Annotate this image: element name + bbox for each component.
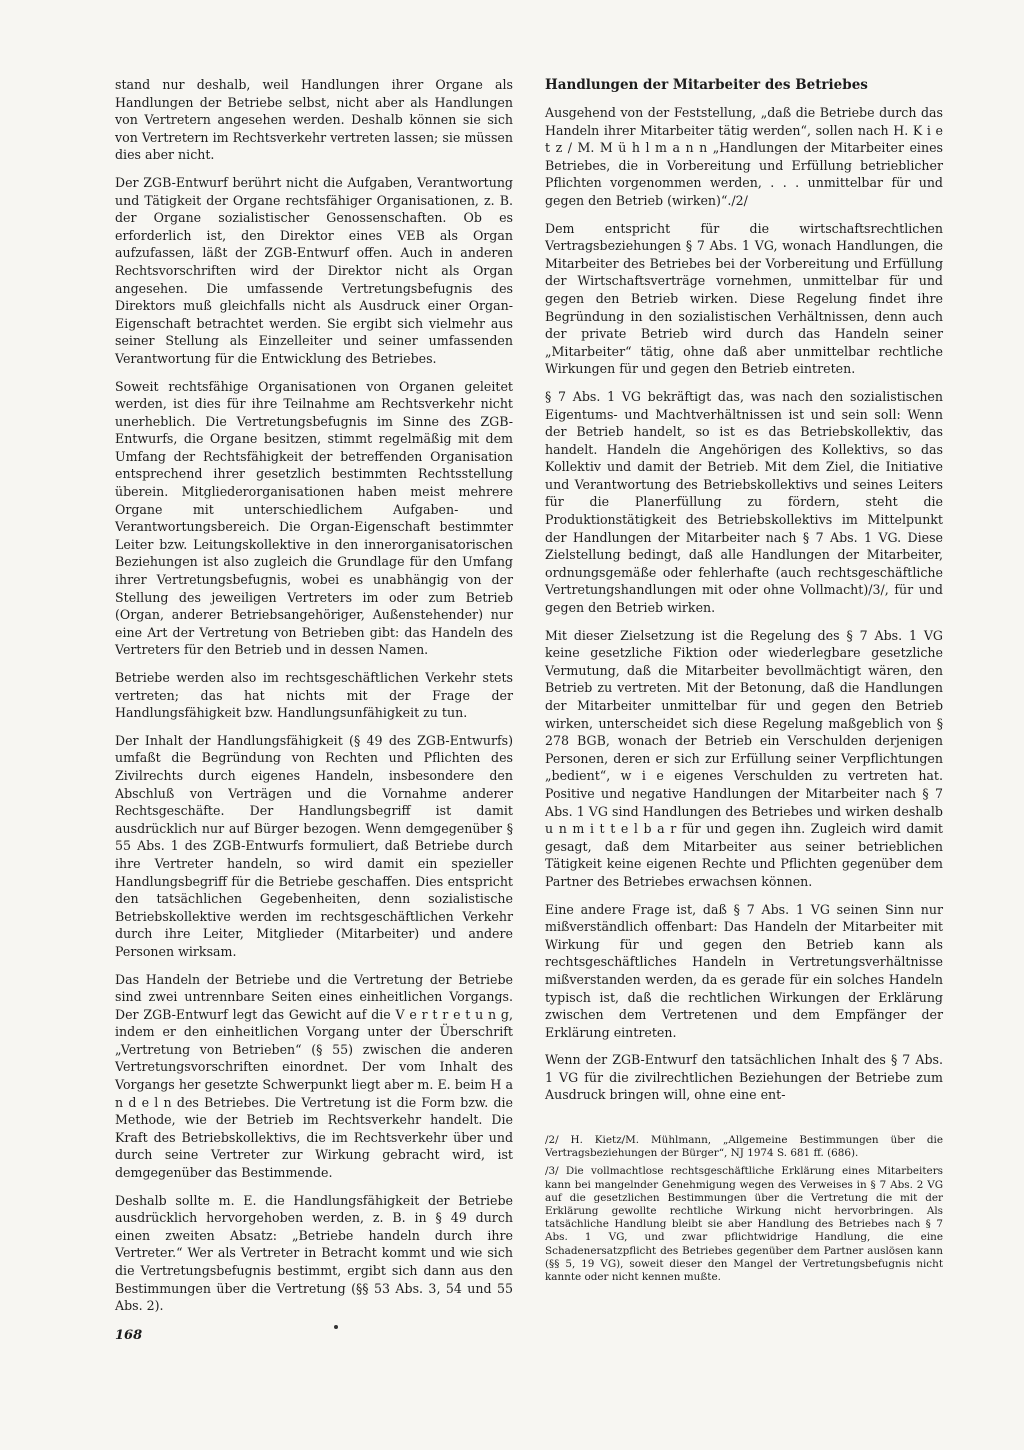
- paragraph: Soweit rechtsfähige Organisationen von Organen geleitet werden, ist dies für ihre Teilnahme am Rechtsverkehr nicht unerheblich. Die Vertretungsbefugnis im Sinne des ZGB-Entwurfs, die Organe besitzen, stimmt regelmäßig mit dem Umfang der Rechtsfähigkeit der betreffenden Organisation entsprechend ihrer gesetzlich bestimmten Rechtsstellung überein. Mitgliederorganisationen haben meist mehrere Organe mit unterschiedlichem Aufgaben- und Verantwortungsbereich. Die Organ-Eigenschaft bestimmter Leiter bzw. Leitungskollektive in den innerorganisatorischen Beziehungen ist also zugleich die Grundlage für den Umfang ihrer Vertretungsbefugnis, wobei es unabhängig von der Stellung des jeweiligen Vertreters im oder zum Betrieb (Organ, anderer Betriebsangehöriger, Außenstehender) nur eine Art der Vertretung von Betrieben gibt: das Handeln des Vertreters für den Betrieb und in dessen Namen.: [115, 378, 513, 658]
- paragraph: stand nur deshalb, weil Handlungen ihrer Organe als Handlungen der Betriebe selbst, nicht aber als Handlungen von Vertretern angesehen werden. Deshalb können sie sich von Vertretern im Rechtsverkehr vertreten lassen; sie müssen dies aber nicht.: [115, 77, 513, 163]
- paragraph: Der Inhalt der Handlungsfähigkeit (§ 49 des ZGB-Entwurfs) umfaßt die Begründung von Rechten und Pflichten des Zivilrechts durch eigenes Handeln, insbesondere den Abschluß von Verträgen und die Vornahme anderer Rechtsgeschäfte. Der Handlungsbegriff ist damit ausdrücklich nur auf Bürger bezogen. Wenn demgegenüber § 55 Abs. 1 des ZGB-Entwurfs formuliert, daß Betriebe durch ihre Vertreter handeln, so wird damit ein spezieller Handlungsbegriff für die Betriebe geschaffen. Dies entspricht den tatsächlichen Gegebenheiten, denn sozialistische Betriebskollektive werden im rechtsgeschäftlichen Verkehr durch ihre Leiter, Mitglieder (Mitarbeiter) und andere Personen wirksam.: [115, 732, 513, 959]
- section-heading: Handlungen der Mitarbeiter des Betriebes: [545, 77, 868, 93]
- paragraph: Betriebe werden also im rechtsgeschäftlichen Verkehr stets vertreten; das hat nichts mit der Frage der Handlungsfähigkeit bzw. Handlungsunfähigkeit zu tun.: [115, 670, 513, 721]
- page-number: 168: [115, 1328, 143, 1343]
- paragraph: Eine andere Frage ist, daß § 7 Abs. 1 VG seinen Sinn nur mißverständlich offenbart: Das Handeln der Mitarbeiter mit Wirkung für und gegen den Betrieb kann als rechtsgeschäftliches Handeln in Vertretungsverhältnisse mißverstanden werden, da es gerade für ein solches Handeln typisch ist, daß die rechtlichen Wirkungen der Erklärung zwischen dem Vertretenen und dem Empfänger der Erklärung eintreten.: [545, 901, 943, 1040]
- paragraph: Das Handeln der Betriebe und die Vertretung der Betriebe sind zwei untrennbare Seiten eines einheitlichen Vorgangs. Der ZGB-Entwurf legt das Gewicht auf die V e r t r e t u n g, indem er den einheitlichen Vorgang unter der Überschrift „Vertretung von Betrieben“ (§ 55) zwischen die anderen Vertretungsvorschriften einordnet. Der vom Inhalt des Vorgangs her gesetzte Schwerpunkt liegt aber m. E. beim H a n d e l n des Betriebes. Die Vertretung ist die Form bzw. die Methode, wie der Betrieb im Rechtsverkehr handelt. Die Kraft des Betriebskollektivs, die im Rechtsverkehr über und durch seine Vertreter zur Wirkung gebracht wird, ist demgegenüber das Bestimmende.: [115, 971, 513, 1181]
- paragraph: Wenn der ZGB-Entwurf den tatsächlichen Inhalt des § 7 Abs. 1 VG für die zivilrechtlichen Beziehungen der Betriebe zum Ausdruck bringen will, ohne eine ent-: [545, 1052, 943, 1103]
- footnotes: [545, 1134, 943, 1284]
- paragraph: Ausgehend von der Feststellung, „daß die Betriebe durch das Handeln ihrer Mitarbeiter tätig werden“, sollen nach H. K i e t z / M. M ü h l m a n n „Handlungen der Mitarbeiter eines Betriebes, die in Vorbereitung und Erfüllung betrieblicher Pflichten vorgenommen werden, . . . unmittelbar für und gegen den Betrieb (wirken)“./2/: [545, 105, 943, 208]
- footnote: /3/ Die vollmachtlose rechtsgeschäftliche Erklärung eines Mitarbeiters kann bei mangelnder Genehmigung wegen des Verweises in § 7 Abs. 2 VG auf die gesetzlichen Bestimmungen über die Vertretung die mit der Erklärung gewollte rechtliche Wirkung nicht hervorbringen. Als tatsächliche Handlung bleibt sie aber Handlung des Betriebes nach § 7 Abs. 1 VG, und zwar pflichtwidrige Handlung, die eine Schadenersatzpflicht des Betriebes gegenüber dem Partner auslösen kann (§§ 5, 19 VG), soweit dieser den Mangel der Vertretungsbefugnis nicht kannte oder nicht kennen mußte.: [545, 1165, 943, 1284]
- paragraph: Der ZGB-Entwurf berührt nicht die Aufgaben, Verantwortung und Tätigkeit der Organe rechtsfähiger Organisationen, z. B. der Organe sozialistischer Genossenschaften. Ob es erforderlich ist, den Direktor eines VEB als Organ aufzufassen, läßt der ZGB-Entwurf offen. Auch in anderen Rechtsvorschriften wird der Direktor nicht als Organ angesehen. Die umfassende Vertretungsbefugnis des Direktors muß gleichfalls nicht als Ausdruck einer Organ-Eigenschaft betrachtet werden. Sie ergibt sich vielmehr aus seiner Stellung als Einzelleiter und seiner umfassenden Verantwortung für die Entwicklung des Betriebes.: [115, 174, 513, 366]
- ink-dot: [334, 1325, 338, 1329]
- left-column: [115, 76, 513, 1325]
- paragraph: Dem entspricht für die wirtschaftsrechtlichen Vertragsbeziehungen § 7 Abs. 1 VG, wonach Handlungen, die Mitarbeiter des Betriebes bei der Vorbereitung und Erfüllung der Wirtschaftsverträge vornehmen, unmittelbar für und gegen den Betrieb wirken. Diese Regelung findet ihre Begründung in den sozialistischen Verhältnissen, denn auch der private Betrieb wird durch das Handeln seiner „Mitarbeiter“ tätig, ohne daß aber unmittelbar rechtliche Wirkungen für und gegen den Betrieb eintreten.: [545, 220, 943, 377]
- right-column: [545, 76, 943, 1289]
- paragraph: Deshalb sollte m. E. die Handlungsfähigkeit der Betriebe ausdrücklich hervorgehoben werden, z. B. in § 49 durch einen zweiten Absatz: „Betriebe handeln durch ihre Vertreter.“ Wer als Vertreter in Betracht kommt und wie sich die Vertretungsbefugnis bestimmt, ergibt sich dann aus den Bestimmungen über die Vertretung (§§ 53 Abs. 3, 54 und 55 Abs. 2).: [115, 1192, 513, 1314]
- paragraph: § 7 Abs. 1 VG bekräftigt das, was nach den sozialistischen Eigentums- und Machtverhältnissen ist und sein soll: Wenn der Betrieb handelt, so ist es das Betriebskollektiv, das handelt. Handeln die Angehörigen des Kollektivs, so das Kollektiv und damit der Betrieb. Mit dem Ziel, die Initiative und Verantwortung des Betriebskollektivs und seines Leiters für die Planerfüllung zu fördern, steht die Produktionstätigkeit des Betriebskollektivs im Mittelpunkt der Handlungen der Mitarbeiter nach § 7 Abs. 1 VG. Diese Zielstellung bedingt, daß alle Handlungen der Mitarbeiter, ordnungsgemäße oder fehlerhafte (auch rechtsgeschäftliche Vertretungshandlungen mit oder ohne Vollmacht)/3/, für und gegen den Betrieb wirken.: [545, 388, 943, 616]
- paragraph: Mit dieser Zielsetzung ist die Regelung des § 7 Abs. 1 VG keine gesetzliche Fiktion oder wiederlegbare gesetzliche Vermutung, daß die Mitarbeiter bevollmächtigt wären, den Betrieb zu vertreten. Mit der Betonung, daß die Handlungen der Mitarbeiter unmittelbar für und gegen den Betrieb wirken, unterscheidet sich diese Regelung maßgeblich von § 278 BGB, wonach der Betrieb ein Verschulden derjenigen Personen, deren er sich zur Erfüllung seiner Verpflichtungen „bedient“, w i e eigenes Verschulden zu vertreten hat. Positive und negative Handlungen der Mitarbeiter nach § 7 Abs. 1 VG sind Handlungen des Betriebes und wirken deshalb u n m i t t e l b a r für und gegen ihn. Zugleich wird damit gesagt, daß dem Mitarbeiter aus seiner betrieblichen Tätigkeit keine eigenen Rechte und Pflichten gegenüber dem Partner des Betriebes erwachsen können.: [545, 627, 943, 889]
- footnote: /2/ H. Kietz/M. Mühlmann, „Allgemeine Bestimmungen über die Vertragsbeziehungen der Bürger“, NJ 1974 S. 681 ff. (686).: [545, 1134, 943, 1160]
